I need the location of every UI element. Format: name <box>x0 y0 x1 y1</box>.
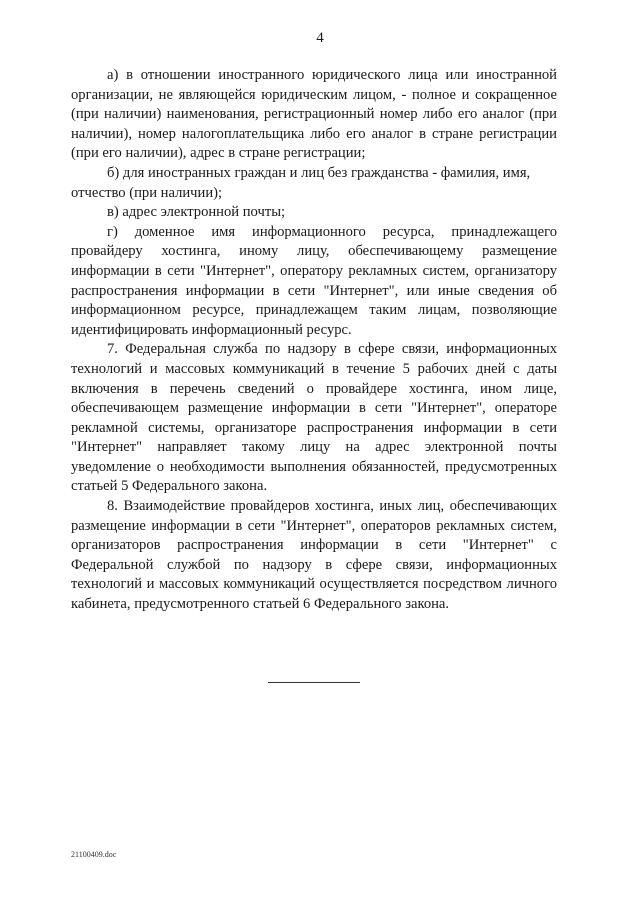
document-body <box>71 66 557 615</box>
paragraph-7: 7. Федеральная служба по надзору в сфере связи, информационных технологий и массовых коммуникаций в течение 5 рабочих дней с даты включения в перечень сведений о провайдере хостинга, ином лице, обеспечивающем размещение информации в сети "Интернет", операторе рекламной системы, организаторе распространения информации в сети "Интернет" направляет такому лицу на адрес электронной почты уведомление о необходимости выполнения обязанностей, предусмотренных статьей 5 Федерального закона. <box>71 341 557 495</box>
paragraph-8: 8. Взаимодействие провайдеров хостинга, иных лиц, обеспечивающих размещение информации в сети "Интернет", операторов рекламных систем, организаторов распространения информации в сети "Интернет" с Федеральной службой по надзору в сфере связи, информационных технологий и массовых коммуникаций осуществляется посредством личного кабинета, предусмотренного статьей 6 Федерального закона. <box>71 498 557 613</box>
end-divider <box>268 682 360 683</box>
paragraph-v: в) адрес электронной почты; <box>107 204 286 221</box>
paragraph-g: г) доменное имя информационного ресурса, принадлежащего провайдеру хостинга, иному лицу, обеспечивающему размещение информации в сети "Интернет", оператору рекламных систем, организатору распространения информации в сети "Интернет", или иные сведения об информационном ресурсе, принадлежащем таким лицам, позволяющие идентифицировать информационный ресурс. <box>71 223 557 338</box>
footer-file-name: 21100409.doc <box>71 850 117 859</box>
paragraph-a: а) в отношении иностранного юридического лица или иностранной организации, не являющейся юридическим лицом, - полное и сокращенное (при наличии) наименования, регистрационный номер либо его аналог (при наличии), номер налогоплательщика либо его аналог в стране регистрации (при его наличии), адрес в стране регистрации; <box>71 67 557 162</box>
paragraph-b: б) для иностранных граждан и лиц без гражданства - фамилия, имя, отчество (при наличии); <box>71 164 531 201</box>
page-number: 4 <box>316 30 324 46</box>
